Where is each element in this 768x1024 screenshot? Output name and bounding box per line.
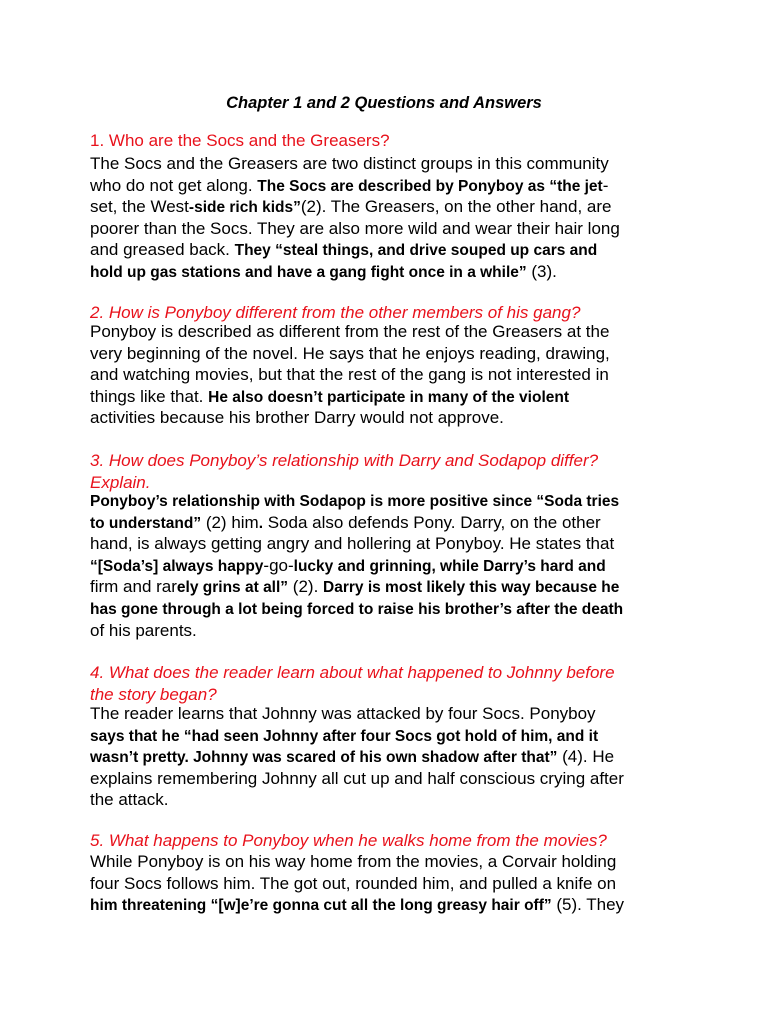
bold-text-run: Darry is most likely this way because he xyxy=(323,579,620,597)
answer-line xyxy=(90,239,690,261)
page-title: Chapter 1 and 2 Questions and Answers xyxy=(226,94,542,112)
bold-text-run: has gone through a lot being forced to raise his brother’s after the death xyxy=(90,600,624,618)
question-1: 1. Who are the Socs and the Greasers? xyxy=(90,131,390,150)
answer-line xyxy=(90,851,690,873)
answer-line xyxy=(90,894,690,916)
answer-line xyxy=(90,533,690,555)
answer-line xyxy=(90,789,690,811)
text-run: (3). xyxy=(526,261,557,281)
bold-text-run: him threatening “[w]e’re gonna cut all the long greasy hair off” xyxy=(90,897,552,915)
answer-4 xyxy=(90,703,690,811)
text-run: hand, is always getting angry and hollering at Ponyboy. He states that xyxy=(90,534,615,554)
text-run: explains remembering Johnny all cut up and half conscious crying after xyxy=(90,768,624,788)
text-run: (5). They xyxy=(551,895,625,915)
text-run: While Ponyboy is on his way home from the movies, a Corvair holding xyxy=(90,852,617,871)
answer-line xyxy=(90,153,690,175)
answer-line xyxy=(90,598,690,620)
text-run: poorer than the Socs. They are also more wild and wear their hair long xyxy=(90,218,620,238)
answer-line xyxy=(90,725,690,747)
bold-text-run: -side rich kids” xyxy=(188,199,301,217)
text-run: -go- xyxy=(263,555,294,575)
text-run: (2). The Greasers, on the other hand, are xyxy=(300,197,612,217)
answer-line xyxy=(90,218,690,240)
answer-line xyxy=(90,512,690,534)
answer-line xyxy=(90,620,690,642)
bold-text-run: The Socs are described by Ponyboy as “the jet xyxy=(257,177,603,195)
question-4-line: 4. What does the reader learn about what happened to Johnny before xyxy=(90,663,615,682)
question-5: 5. What happens to Ponyboy when he walks home from the movies? xyxy=(90,831,607,850)
question-3-line: 3. How does Ponyboy’s relationship with Darry and Sodapop differ? xyxy=(90,451,599,470)
text-run: four Socs follows him. The got out, rounded him, and pulled a knife on xyxy=(90,873,617,893)
text-run: and watching movies, but that the rest of the gang is not interested in xyxy=(90,365,609,385)
question-2: 2. How is Ponyboy different from the other members of his gang? xyxy=(90,303,581,322)
text-run: - xyxy=(602,175,609,195)
text-run: The reader learns that Johnny was attacked by four Socs. Ponyboy xyxy=(90,704,596,723)
answer-line xyxy=(90,364,690,386)
text-run: (2). xyxy=(288,577,324,597)
text-run: and greased back. xyxy=(90,240,235,260)
text-run: firm and rar xyxy=(90,577,177,597)
answer-line xyxy=(90,576,690,598)
text-run: set, the West xyxy=(90,197,189,217)
text-run: Soda also defends Pony. Darry, on the other xyxy=(263,512,601,532)
answer-line xyxy=(90,768,690,790)
text-run: the attack. xyxy=(90,790,169,810)
text-run: very beginning of the novel. He says that he enjoys reading, drawing, xyxy=(90,343,610,363)
answer-line xyxy=(90,407,690,429)
bold-text-run: He also doesn’t participate in many of the violent xyxy=(208,388,569,406)
answer-line xyxy=(90,321,690,343)
answer-line xyxy=(90,490,690,512)
bold-text-run: says that he “had seen Johnny after four Socs got hold of him, and it xyxy=(90,727,599,745)
bold-text-run: They “steal things, and drive souped up cars and xyxy=(234,242,598,260)
bold-text-run: ely grins at all” xyxy=(176,579,289,597)
text-run: who do not get along. xyxy=(90,175,258,195)
bold-text-run: to understand” xyxy=(90,514,202,532)
answer-line xyxy=(90,175,690,197)
answer-3 xyxy=(90,490,690,641)
bold-text-run: hold up gas stations and have a gang fight once in a while” xyxy=(90,263,527,281)
bold-text-run: lucky and grinning, while Darry’s hard and xyxy=(293,557,606,575)
text-run: activities because his brother Darry would not approve. xyxy=(90,408,504,428)
answer-line xyxy=(90,873,690,895)
answer-1 xyxy=(90,153,690,283)
answer-5 xyxy=(90,851,690,916)
question-3 xyxy=(90,450,690,493)
answer-line xyxy=(90,386,690,408)
text-run: things like that. xyxy=(90,386,209,406)
question-4-line: the story began? xyxy=(90,684,217,704)
answer-line xyxy=(90,343,690,365)
bold-text-run: . xyxy=(258,514,264,532)
bold-text-run: “[Soda’s] always happy xyxy=(90,557,264,575)
answer-line xyxy=(90,261,690,283)
text-run: Ponyboy is described as different from the rest of the Greasers at the xyxy=(90,322,610,341)
answer-line xyxy=(90,555,690,577)
answer-line xyxy=(90,196,690,218)
question-4 xyxy=(90,662,690,705)
text-run: of his parents. xyxy=(90,620,197,640)
answer-2 xyxy=(90,321,690,429)
answer-line xyxy=(90,746,690,768)
text-run: (4). He xyxy=(557,747,615,767)
question-3-line: Explain. xyxy=(90,472,151,492)
bold-text-run: wasn’t pretty. Johnny was scared of his own shadow after that” xyxy=(90,749,558,767)
text-run: (2) him xyxy=(201,512,259,532)
text-run: The Socs and the Greasers are two distinct groups in this community xyxy=(90,154,609,173)
answer-line xyxy=(90,703,690,725)
bold-text-run: Ponyboy’s relationship with Sodapop is more positive since “Soda tries xyxy=(90,493,620,510)
